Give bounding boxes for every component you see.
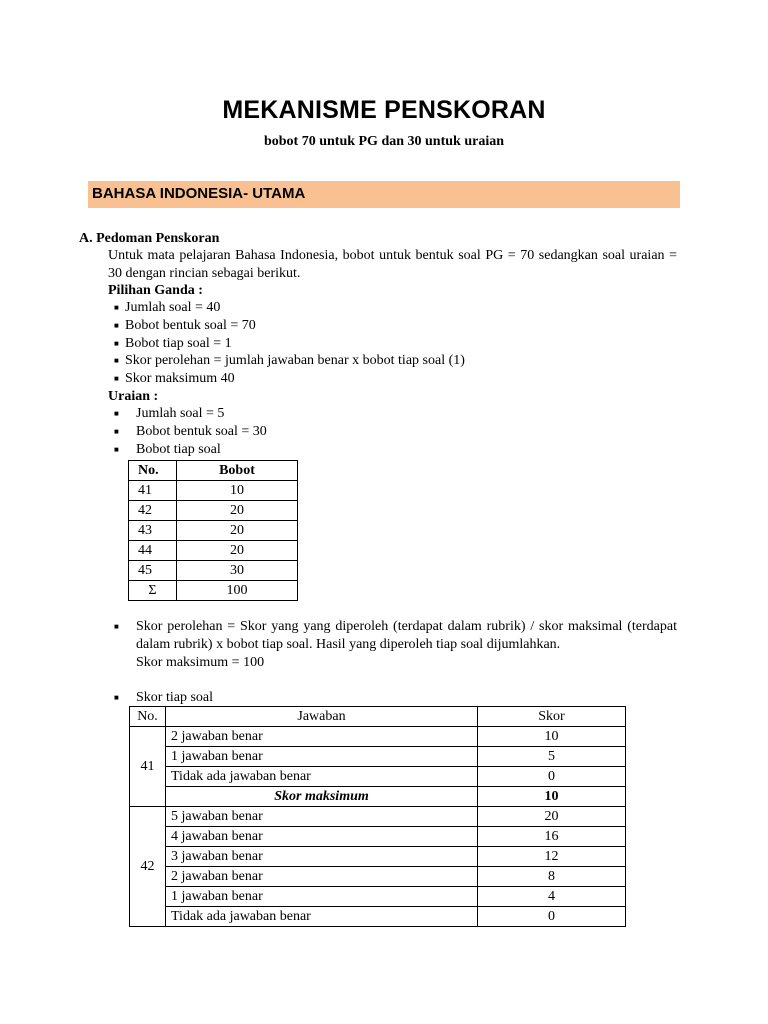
table-header: Bobot [177,461,298,481]
bullet-icon: ■ [114,427,119,436]
pg-item: Bobot bentuk soal = 70 [125,318,256,333]
table-row [129,521,298,541]
table-header: Jawaban [166,707,478,727]
table-cell: 3 jawaban benar [166,847,478,867]
uraian-item: Jumlah soal = 5 [136,406,225,421]
skor-table [129,706,626,927]
table-cell: 20 [177,541,298,561]
table-cell: 42 [129,501,177,521]
bullet-icon: ■ [114,622,119,631]
max-score-value: 10 [478,787,626,807]
table-cell: 2 jawaban benar [166,867,478,887]
table-row [130,827,626,847]
table-row [129,561,298,581]
table-cell: 12 [478,847,626,867]
bullet-icon: ■ [114,409,119,418]
table-cell: 5 [478,747,626,767]
table-row [129,581,298,601]
table-row [130,847,626,867]
table-cell: 100 [177,581,298,601]
page-title: MEKANISME PENSKORAN [222,96,546,124]
table-header: Skor [478,707,626,727]
table-cell: 0 [478,767,626,787]
pg-item: Skor maksimum 40 [125,371,235,386]
table-row [130,727,626,747]
table-row [130,787,626,807]
table-cell: 4 jawaban benar [166,827,478,847]
uraian-item: Bobot bentuk soal = 30 [136,424,267,439]
table-cell: 16 [478,827,626,847]
pg-heading: Pilihan Ganda : [108,283,203,298]
uraian-item: Bobot tiap soal [136,442,221,457]
table-cell: 1 jawaban benar [166,887,478,907]
bullet-icon: ■ [114,445,119,454]
table-cell: 4 [478,887,626,907]
table-row [129,541,298,561]
bobot-table [128,460,298,601]
skor-maksimum-text: Skor maksimum = 100 [136,655,265,670]
table-cell: 10 [177,481,298,501]
bullet-icon: ■ [114,693,119,702]
table-cell: 1 jawaban benar [166,747,478,767]
table-cell: 2 jawaban benar [166,727,478,747]
pg-item: Skor perolehan = jumlah jawaban benar x bobot tiap soal (1) [125,353,465,368]
table-row [130,867,626,887]
pg-item: Bobot tiap soal = 1 [125,336,232,351]
question-number: 41 [130,727,166,807]
section-banner [88,181,680,208]
bullet-icon: ■ [114,374,119,383]
table-row [130,747,626,767]
table-header: No. [130,707,166,727]
table-cell: 0 [478,907,626,927]
table-cell: 30 [177,561,298,581]
table-row [130,887,626,907]
table-header: No. [129,461,177,481]
table-cell: Tidak ada jawaban benar [166,767,478,787]
pg-item: Jumlah soal = 40 [125,300,221,315]
bullet-icon: ■ [114,356,119,365]
pedoman-intro: Untuk mata pelajaran Bahasa Indonesia, bobot untuk bentuk soal PG = 70 sedangkan soal uraian = 30 dengan rincian sebagai berikut. [108,248,677,281]
skor-perolehan-text: Skor perolehan = Skor yang yang diperoleh (terdapat dalam rubrik) / skor maksimal (terdapat dalam rubrik) x bobot tiap soal. Hasil yang diperoleh tiap soal dijumlahkan. [136,619,677,652]
bullet-icon: ■ [114,339,119,348]
uraian-heading: Uraian : [108,389,159,404]
table-row [129,501,298,521]
skor-tiap-soal-label: Skor tiap soal [136,690,213,705]
section-title: BAHASA INDONESIA- UTAMA [92,185,306,202]
table-cell: 44 [129,541,177,561]
table-cell: 20 [478,807,626,827]
table-cell: 10 [478,727,626,747]
max-score-label: Skor maksimum [166,787,478,807]
question-number: 42 [130,807,166,927]
table-cell: 43 [129,521,177,541]
page-subtitle: bobot 70 untuk PG dan 30 untuk uraian [263,134,505,149]
table-row [129,481,298,501]
table-cell: 20 [177,501,298,521]
table-cell: 20 [177,521,298,541]
table-cell: Tidak ada jawaban benar [166,907,478,927]
table-cell: 8 [478,867,626,887]
table-cell: 41 [129,481,177,501]
bullet-icon: ■ [114,303,119,312]
table-cell: 45 [129,561,177,581]
pedoman-heading: A. Pedoman Penskoran [79,231,220,246]
bullet-icon: ■ [114,321,119,330]
table-row [130,807,626,827]
table-cell: 5 jawaban benar [166,807,478,827]
table-row [130,767,626,787]
table-row [130,907,626,927]
table-cell: Σ [129,581,177,601]
